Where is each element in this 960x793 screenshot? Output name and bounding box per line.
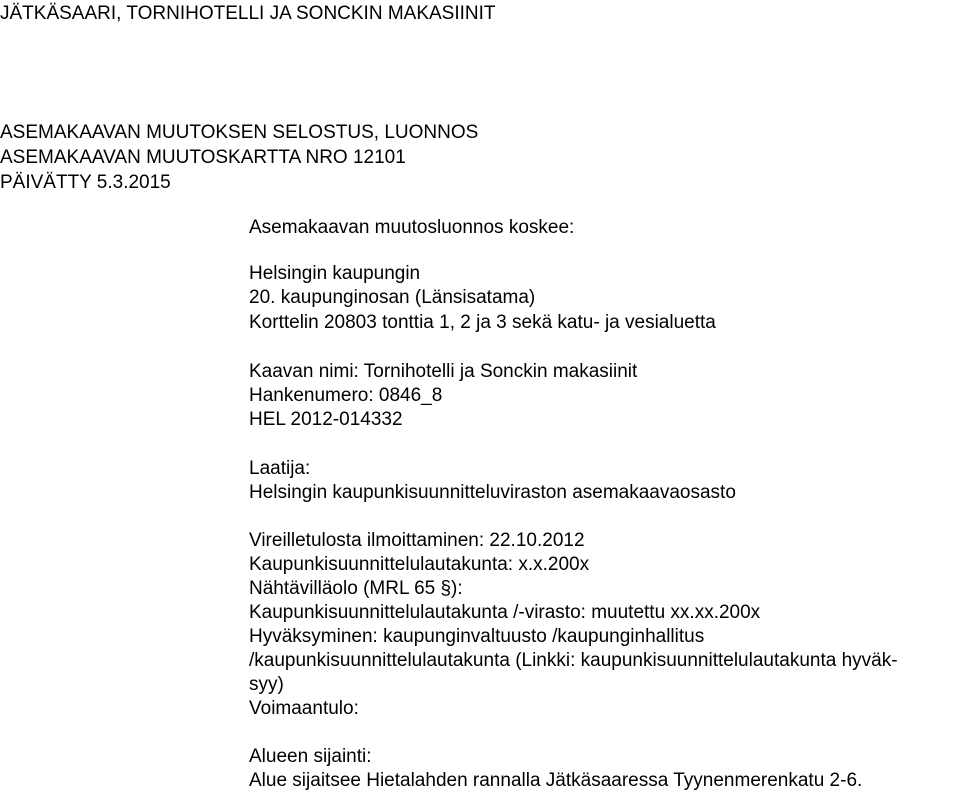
area-label: Alueen sijainti: <box>249 746 372 767</box>
date-line: PÄIVÄTTY 5.3.2015 <box>0 172 171 193</box>
subtitle: ASEMAKAAVAN MUUTOKSEN SELOSTUS, LUONNOS <box>0 122 479 143</box>
hel-number: HEL 2012-014332 <box>249 409 403 430</box>
area-text: Alue sijaitsee Hietalahden rannalla Jätkäsaaressa Tyynenmerenkatu 2-6. <box>249 770 863 791</box>
author: Helsingin kaupunkisuunnitteluviraston asemakaavaosasto <box>249 482 736 503</box>
process-line: Nähtävilläolo (MRL 65 §): <box>249 578 463 599</box>
process-line: Voimaantulo: <box>249 698 359 719</box>
process-line: syy) <box>249 674 284 695</box>
location-line: Helsingin kaupungin <box>249 263 421 284</box>
location-line: 20. kaupunginosan (Länsisatama) <box>249 287 536 308</box>
subtitle: ASEMAKAAVAN MUUTOSKARTTA NRO 12101 <box>0 147 406 168</box>
process-line: /kaupunkisuunnittelulautakunta (Linkki: kaupunkisuunnittelulautakunta hyväk- <box>249 650 898 671</box>
author-label: Laatija: <box>249 458 311 479</box>
process-line: Kaupunkisuunnittelulautakunta /-virasto: muutettu xx.xx.200x <box>249 602 761 623</box>
process-line: Kaupunkisuunnittelulautakunta: x.x.200x <box>249 554 590 575</box>
process-line: Vireilletulosta ilmoittaminen: 22.10.2012 <box>249 530 585 551</box>
location-line: Korttelin 20803 tonttia 1, 2 ja 3 sekä katu- ja vesialuetta <box>249 312 716 333</box>
process-line: Hyväksyminen: kaupunginvaltuusto /kaupunginhallitus <box>249 626 705 647</box>
document-title: JÄTKÄSAARI, TORNIHOTELLI JA SONCKIN MAKASIINIT <box>0 3 496 24</box>
project-number: Hankenumero: 0846_8 <box>249 385 443 406</box>
plan-name: Kaavan nimi: Tornihotelli ja Sonckin makasiinit <box>249 361 638 382</box>
concerns-heading: Asemakaavan muutosluonnos koskee: <box>249 217 575 238</box>
